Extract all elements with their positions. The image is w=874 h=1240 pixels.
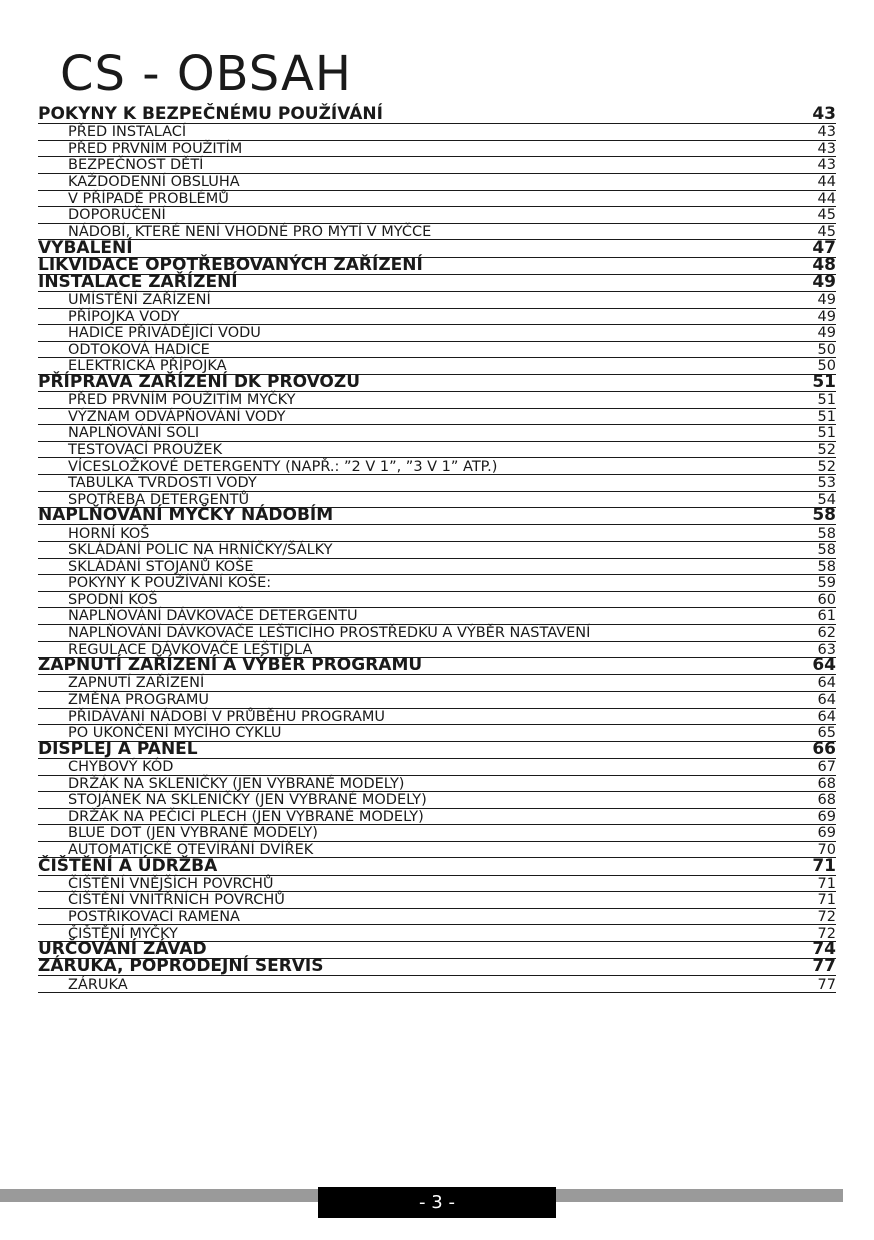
toc-entry-label: AUTOMATICKÉ OTEVÍRÁNÍ DVÍŘEK (68, 841, 314, 858)
toc-entry-page: 50 (817, 358, 836, 375)
toc-entry-label: NAPLŇOVÁNÍ MYČKY NÁDOBÍM (38, 505, 334, 526)
toc-entry-page: 52 (817, 441, 836, 458)
toc-entry-page: 44 (817, 174, 836, 191)
toc-entry-page: 52 (817, 458, 836, 475)
toc-entry-label: SPOTŘEBA DETERGENTŮ (68, 491, 250, 508)
toc-entry-page: 50 (817, 341, 836, 358)
toc-entry-page: 49 (817, 292, 836, 308)
toc-entry-page: 77 (817, 976, 836, 993)
toc-entry-label: POKYNY K POUŽÍVÁNÍ KOŠE: (68, 575, 272, 592)
toc-subsection-row[interactable] (38, 976, 836, 993)
toc-entry-label: VÝZNAM ODVÁPŇOVÁNÍ VODY (68, 408, 286, 425)
toc-entry-page: 59 (817, 575, 836, 592)
toc-entry-page: 72 (817, 925, 836, 942)
toc-subsection-row[interactable] (38, 825, 836, 842)
toc-entry-label: ZAPNUTÍ ZAŘÍZENÍ (68, 675, 205, 692)
toc-entry-label: CHYBOVÝ KÓD (68, 759, 174, 775)
toc-entry-page: 64 (817, 675, 836, 692)
toc-entry-label: ČIŠTĚNÍ VNITŘNÍCH POVRCHŮ (68, 892, 285, 909)
toc-entry-label: PŘED PRVNÍM POUŽITÍM (68, 140, 243, 157)
toc-entry-page: 49 (817, 308, 836, 325)
toc-entry-page: 64 (817, 692, 836, 709)
toc-entry-label: VYBALENÍ (38, 237, 133, 258)
toc-entry-label: ZÁRUKA, POPRODEJNÍ SERVIS (38, 956, 324, 977)
toc-entry-label: DRŽÁK NA PEČICÍ PLECH (JEN VYBRANÉ MODELY) (68, 808, 424, 825)
toc-subsection-row[interactable] (38, 892, 836, 909)
toc-section-row[interactable] (38, 104, 836, 125)
toc-entry-label: BLUE DOT (JEN VYBRANÉ MODELY) (68, 825, 318, 842)
toc-entry-page: 49 (812, 271, 836, 292)
toc-subsection-row[interactable] (38, 292, 836, 309)
toc-subsection-row[interactable] (38, 592, 836, 609)
toc-entry-label: ČIŠTĚNÍ MYČKY (68, 925, 178, 942)
toc-entry-label: HORNÍ KOŠ (68, 525, 150, 542)
toc-entry-page: 68 (817, 792, 836, 809)
toc-entry-page: 51 (817, 425, 836, 442)
toc-entry-page: 77 (812, 956, 836, 977)
toc-entry-label: POKYNY K BEZPEČNÉMU POUŽÍVÁNÍ (38, 104, 383, 125)
toc-entry-label: NAPLŇOVÁNÍ DÁVKOVAČE LEŠTICÍHO PROSTŘEDKU A VÝBĚR NASTAVENÍ (68, 625, 591, 642)
toc-subsection-row[interactable] (38, 542, 836, 559)
toc-entry-page: 54 (817, 491, 836, 508)
toc-entry-label: HADICE PŘIVÁDĚJÍCÍ VODU (68, 325, 261, 342)
toc-subsection-row[interactable] (38, 909, 836, 926)
toc-entry-page: 64 (817, 708, 836, 725)
toc-entry-label: REGULACE DÁVKOVAČE LEŠTIDLA (68, 641, 313, 658)
toc-subsection-row[interactable] (38, 625, 836, 642)
toc-entry-label: KAŽDODENNÍ OBSLUHA (68, 174, 240, 191)
toc-entry-page: 43 (817, 157, 836, 174)
toc-entry-label: PŘÍPOJKA VODY (68, 308, 180, 325)
toc-entry-page: 49 (817, 325, 836, 342)
toc-subsection-row[interactable] (38, 809, 836, 826)
toc-entry-page: 71 (817, 875, 836, 892)
toc-subsection-row[interactable] (38, 392, 836, 409)
toc-entry-page: 45 (817, 207, 836, 224)
toc-entry-label: ELEKTRICKÁ PŘÍPOJKA (68, 358, 227, 375)
toc-entry-label: ČIŠTĚNÍ A ÚDRŽBA (38, 855, 218, 876)
toc-entry-page: 71 (817, 892, 836, 909)
toc-entry-page: 51 (817, 408, 836, 425)
toc-subsection-row[interactable] (38, 575, 836, 592)
toc-entry-label: SPODNÍ KOŠ (68, 591, 158, 608)
table-of-contents (38, 104, 836, 993)
toc-entry-page: 74 (812, 939, 836, 960)
toc-entry-label: TESTOVACÍ PROUŽEK (68, 441, 223, 458)
toc-subsection-row[interactable] (38, 608, 836, 625)
toc-entry-label: BEZPEČNOST DĚTÍ (68, 157, 204, 174)
toc-subsection-row[interactable] (38, 709, 836, 726)
toc-section-row[interactable] (38, 655, 836, 676)
toc-subsection-row[interactable] (38, 876, 836, 893)
toc-entry-label: NAPLŇOVÁNÍ SOLI (68, 425, 200, 442)
toc-entry-label: ČIŠTĚNÍ VNĚJŠÍCH POVRCHŮ (68, 875, 274, 892)
toc-section-row[interactable] (38, 956, 836, 977)
toc-entry-page: 63 (817, 641, 836, 658)
toc-entry-page: 60 (817, 591, 836, 608)
toc-subsection-row[interactable] (38, 207, 836, 224)
toc-entry-label: ZMĚNA PROGRAMU (68, 692, 209, 709)
toc-entry-page: 58 (812, 505, 836, 526)
toc-entry-page: 70 (817, 841, 836, 858)
toc-subsection-row[interactable] (38, 675, 836, 692)
toc-entry-label: URČOVÁNÍ ZÁVAD (38, 939, 207, 960)
toc-entry-label: PŘIDÁVÁNÍ NÁDOBÍ V PRŮBĚHU PROGRAMU (68, 708, 386, 725)
toc-subsection-row[interactable] (38, 409, 836, 426)
toc-subsection-row[interactable] (38, 692, 836, 709)
toc-entry-page: 69 (817, 808, 836, 825)
toc-entry-page: 53 (817, 475, 836, 492)
toc-entry-page: 43 (812, 104, 836, 125)
toc-entry-page: 45 (817, 223, 836, 240)
toc-subsection-row[interactable] (38, 559, 836, 576)
toc-entry-label: V PŘÍPADĚ PROBLÉMŮ (68, 190, 229, 207)
toc-subsection-row[interactable] (38, 759, 836, 776)
toc-entry-page: 72 (817, 908, 836, 925)
toc-entry-page: 48 (812, 254, 836, 275)
toc-entry-label: NAPLŇOVÁNÍ DÁVKOVAČE DETERGENTU (68, 608, 358, 625)
toc-entry-label: PO UKONČENÍ MYCÍHO CYKLU (68, 725, 282, 742)
page-number: - 3 - (318, 1187, 556, 1218)
toc-entry-page: 67 (817, 759, 836, 775)
toc-entry-page: 65 (817, 725, 836, 742)
toc-entry-page: 51 (817, 392, 836, 409)
toc-entry-label: STOJÁNEK NA SKLENIČKY (JEN VYBRANÉ MODELY) (68, 792, 427, 809)
toc-entry-page: 61 (817, 608, 836, 625)
toc-subsection-row[interactable] (38, 224, 836, 241)
toc-entry-label: POSTŘIKOVACÍ RAMENA (68, 908, 240, 925)
page-title: CS - OBSAH (60, 46, 352, 102)
toc-section-row[interactable] (38, 271, 836, 292)
toc-entry-page: 71 (812, 855, 836, 876)
toc-entry-page: 62 (817, 625, 836, 642)
toc-entry-label: PŘÍPRAVA ZAŘÍZENÍ DK PROVOZU (38, 372, 361, 393)
toc-entry-page: 43 (817, 124, 836, 141)
toc-entry-label: SKLÁDÁNÍ POLIC NA HRNÍČKY/ŠÁLKY (68, 542, 333, 559)
toc-entry-page: 47 (812, 237, 836, 258)
toc-section-row[interactable] (38, 855, 836, 876)
toc-entry-label: ODTOKOVÁ HADICE (68, 341, 210, 358)
toc-subsection-row[interactable] (38, 325, 836, 342)
toc-entry-label: PŘED INSTALACÍ (68, 124, 187, 141)
toc-entry-label: ZAPNUTÍ ZAŘÍZENÍ A VÝBĚR PROGRAMU (38, 655, 423, 676)
toc-entry-label: VÍCESLOŽKOVÉ DETERGENTY (NAPŘ.: ”2 V 1”, ”3 V 1” ATP.) (68, 458, 498, 475)
toc-subsection-row[interactable] (38, 475, 836, 492)
toc-subsection-row[interactable] (38, 458, 836, 475)
toc-subsection-row[interactable] (38, 141, 836, 158)
toc-entry-label: DOPORUČENÍ (68, 207, 166, 224)
toc-subsection-row[interactable] (38, 174, 836, 191)
toc-section-row[interactable] (38, 505, 836, 526)
toc-entry-page: 43 (817, 140, 836, 157)
toc-entry-page: 58 (817, 542, 836, 559)
toc-entry-label: PŘED PRVNÍM POUŽITÍM MYČKY (68, 392, 296, 409)
toc-entry-page: 69 (817, 825, 836, 842)
toc-subsection-row[interactable] (38, 442, 836, 459)
toc-subsection-row[interactable] (38, 776, 836, 793)
toc-entry-page: 68 (817, 775, 836, 792)
toc-entry-label: SKLÁDÁNÍ STOJANŮ KOŠE (68, 558, 254, 575)
toc-entry-page: 51 (812, 372, 836, 393)
toc-subsection-row[interactable] (38, 124, 836, 141)
toc-entry-label: DISPLEJ A PANEL (38, 738, 198, 759)
toc-section-row[interactable] (38, 738, 836, 759)
toc-entry-label: ZÁRUKA (68, 976, 128, 993)
toc-entry-label: LIKVIDACE OPOTŘEBOVANÝCH ZAŘÍZENÍ (38, 254, 423, 275)
toc-subsection-row[interactable] (38, 792, 836, 809)
toc-entry-label: DRŽÁK NA SKLENIČKY (JEN VYBRANÉ MODELY) (68, 775, 405, 792)
toc-entry-label: INSTALACE ZAŘÍZENÍ (38, 271, 238, 292)
toc-entry-label: NÁDOBÍ, KTERÉ NENÍ VHODNÉ PRO MYTÍ V MYČCE (68, 223, 432, 240)
toc-subsection-row[interactable] (38, 309, 836, 326)
toc-entry-page: 58 (817, 525, 836, 542)
toc-entry-page: 44 (817, 190, 836, 207)
toc-entry-page: 64 (812, 655, 836, 676)
toc-entry-label: UMÍSTĚNÍ ZAŘÍZENÍ (68, 292, 211, 308)
toc-section-row[interactable] (38, 372, 836, 393)
toc-subsection-row[interactable] (38, 425, 836, 442)
toc-subsection-row[interactable] (38, 157, 836, 174)
toc-subsection-row[interactable] (38, 191, 836, 208)
toc-entry-page: 66 (812, 738, 836, 759)
toc-entry-page: 58 (817, 558, 836, 575)
toc-subsection-row[interactable] (38, 525, 836, 542)
toc-subsection-row[interactable] (38, 342, 836, 359)
toc-entry-label: TABULKA TVRDOSTI VODY (68, 475, 257, 492)
